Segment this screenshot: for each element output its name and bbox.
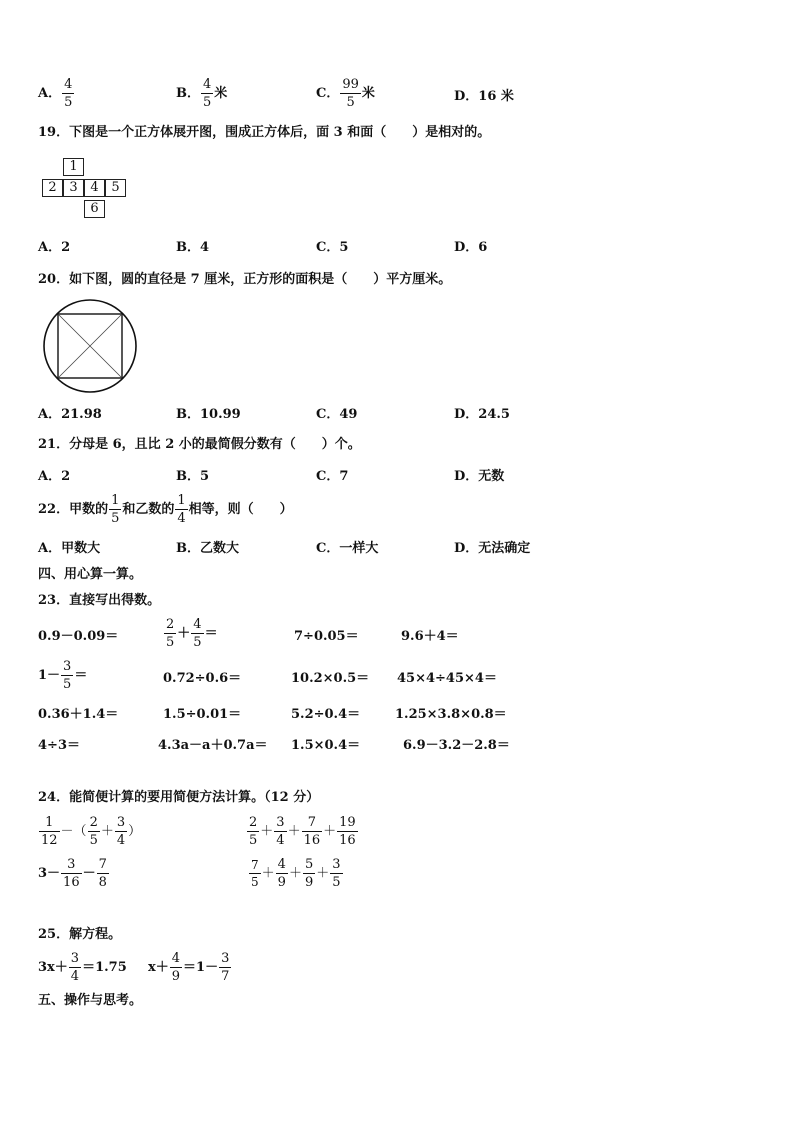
numerator: 3 (221, 951, 230, 966)
q25-equation-1 (38, 952, 127, 983)
operator: ＋ (287, 824, 301, 839)
section-4-heading: 四、用心算一算。 (38, 567, 143, 582)
denominator: 4 (70, 969, 80, 984)
q23-r3-c4: 1.25×3.8×0.8＝ (395, 707, 507, 722)
section-5-heading: 五、操作与思考。 (38, 993, 143, 1008)
q23-r4-c1: 4÷3＝ (38, 738, 80, 753)
q21-option-c: C．7 (316, 469, 349, 484)
operand: 3x＋ (38, 960, 68, 975)
numerator: 3 (276, 815, 285, 830)
denominator: 4 (177, 511, 186, 526)
net-face-4: 4 (84, 179, 105, 197)
q20-option-b: B．10.99 (176, 407, 241, 422)
denominator: 12 (41, 833, 58, 848)
q18-option-a (38, 78, 75, 109)
denominator: 5 (193, 635, 202, 650)
numerator: 7 (251, 858, 259, 872)
equals: ＝1.75 (82, 960, 127, 975)
q23-r2-c3: 10.2×0.5＝ (291, 671, 370, 686)
q23-r2-c1 (38, 660, 87, 691)
numerator: 1 (177, 493, 186, 508)
q23-r4-c2: 4.3a－a＋0.7a＝ (158, 738, 268, 753)
q23-r4-c4: 6.9－3.2－2.8＝ (403, 738, 510, 753)
denominator: 9 (277, 875, 286, 890)
q25-equation-2 (148, 952, 232, 983)
denominator: 9 (304, 875, 314, 890)
operator: ＋ (100, 824, 114, 839)
equals: ＝1－ (183, 960, 219, 975)
numerator: 99 (342, 77, 359, 92)
denominator: 5 (249, 833, 258, 848)
operator: ＋ (316, 866, 330, 881)
denominator: 5 (64, 95, 73, 110)
q22-stem (38, 494, 293, 525)
stem-part: 22．甲数的 (38, 502, 109, 517)
operator: ＋ (177, 626, 191, 641)
q23-r3-c1: 0.36＋1.4＝ (38, 707, 119, 722)
q24-expr-4 (248, 858, 344, 889)
operator: ＋ (288, 866, 302, 881)
unit: 米 (361, 86, 375, 101)
numerator: 3 (63, 659, 72, 674)
q23-r1-c1: 0.9－0.09＝ (38, 629, 119, 644)
option-label: A． (38, 86, 62, 101)
q19-option-c: C．5 (316, 240, 349, 255)
q20-stem: 20．如下图，圆的直径是 7 厘米，正方形的面积是（ ）平方厘米。 (38, 272, 452, 287)
q23-r2-c2: 0.72÷0.6＝ (163, 671, 242, 686)
denominator: 5 (332, 875, 341, 890)
operand: 1－ (38, 668, 61, 683)
q18-option-b (176, 78, 227, 109)
denominator: 5 (166, 635, 175, 650)
numerator: 3 (61, 858, 82, 874)
q19-option-d: D．6 (454, 240, 488, 255)
denominator: 5 (63, 677, 72, 692)
q21-stem: 21．分母是 6，且比 2 小的最简假分数有（ ）个。 (38, 437, 361, 452)
numerator: 3 (70, 951, 80, 966)
numerator: 4 (171, 951, 181, 966)
net-face-2: 2 (42, 179, 63, 197)
q23-r3-c2: 1.5÷0.01＝ (163, 707, 242, 722)
q21-option-b: B．5 (176, 469, 210, 484)
q23-r3-c3: 5.2÷0.4＝ (291, 707, 361, 722)
cube-net (42, 158, 132, 222)
q20-option-d: D．24.5 (454, 407, 510, 422)
numerator: 3 (116, 815, 126, 830)
numerator: 7 (98, 857, 107, 872)
equals: ＝ (74, 668, 88, 683)
denominator: 9 (171, 969, 181, 984)
denominator: 4 (116, 833, 126, 848)
operator: － (82, 866, 96, 881)
numerator: 4 (203, 77, 212, 92)
denominator: 16 (339, 833, 356, 848)
q22-option-a: A．甲数大 (38, 541, 101, 556)
option-label: C． (316, 86, 340, 101)
q23-stem: 23．直接写出得数。 (38, 593, 161, 608)
numerator: 3 (332, 857, 341, 872)
denominator: 5 (346, 95, 355, 110)
denominator: 4 (276, 833, 285, 848)
q22-option-d: D．无法确定 (454, 541, 531, 556)
numerator: 4 (277, 857, 286, 872)
operator: －（ (60, 824, 87, 839)
denominator: 16 (63, 875, 80, 890)
q19-stem: 19．下图是一个正方体展开图，围成正方体后，面 3 和面（ ）是相对的。 (38, 125, 491, 140)
denominator: 5 (251, 875, 259, 889)
net-face-1: 1 (63, 158, 84, 176)
unit: 米 (214, 86, 228, 101)
numerator: 1 (39, 816, 60, 832)
operator: ＋ (260, 824, 274, 839)
stem-part: 相等，则（ ） (188, 502, 293, 517)
denominator: 8 (98, 875, 107, 890)
numerator: 2 (89, 815, 98, 830)
stem-part: 和乙数的 (122, 502, 175, 517)
net-face-6: 6 (84, 200, 105, 218)
q23-r4-c3: 1.5×0.4＝ (291, 738, 361, 753)
numerator: 5 (304, 857, 314, 872)
q24-expr-3 (38, 858, 110, 889)
numerator: 2 (166, 617, 175, 632)
denominator: 5 (203, 95, 212, 110)
denominator: 5 (89, 833, 98, 848)
numerator: 4 (64, 77, 73, 92)
q18-option-c (316, 78, 375, 109)
denominator: 5 (111, 511, 120, 526)
q19-option-a: A．2 (38, 240, 71, 255)
q21-option-a: A．2 (38, 469, 71, 484)
q24-expr-2 (246, 816, 359, 847)
q20-option-c: C．49 (316, 407, 358, 422)
q23-r2-c4: 45×4÷45×4＝ (397, 671, 497, 686)
operator: ） (128, 824, 142, 839)
operand: x＋ (148, 960, 169, 975)
numerator: 19 (339, 815, 356, 830)
numerator: 1 (111, 493, 120, 508)
option-label: B． (176, 86, 200, 101)
net-face-3: 3 (63, 179, 84, 197)
denominator: 16 (303, 833, 321, 848)
numerator: 7 (302, 816, 323, 832)
numerator: 4 (193, 617, 202, 632)
q25-stem: 25．解方程。 (38, 927, 122, 942)
q22-option-c: C．一样大 (316, 541, 379, 556)
numerator: 2 (249, 815, 258, 830)
option-label: D． (454, 89, 479, 104)
equals: ＝ (204, 626, 218, 641)
operand: 3－ (38, 866, 61, 881)
q18-option-d (454, 89, 514, 105)
q23-r1-c4: 9.6＋4＝ (401, 629, 459, 644)
q22-option-b: B．乙数大 (176, 541, 239, 556)
option-text: 16 米 (478, 89, 514, 104)
denominator: 7 (221, 969, 230, 984)
q24-expr-1 (38, 816, 141, 847)
q20-option-a: A．21.98 (38, 407, 102, 422)
operator: ＋ (261, 866, 275, 881)
q23-r1-c3: 7÷0.05＝ (294, 629, 359, 644)
net-face-5: 5 (105, 179, 126, 197)
q21-option-d: D．无数 (454, 469, 505, 484)
q23-r1-c2 (163, 618, 218, 649)
operator: ＋ (323, 824, 337, 839)
q19-option-b: B．4 (176, 240, 210, 255)
circle-square-figure (40, 298, 140, 394)
q24-stem: 24．能简便计算的要用简便方法计算。（12 分） (38, 790, 320, 805)
